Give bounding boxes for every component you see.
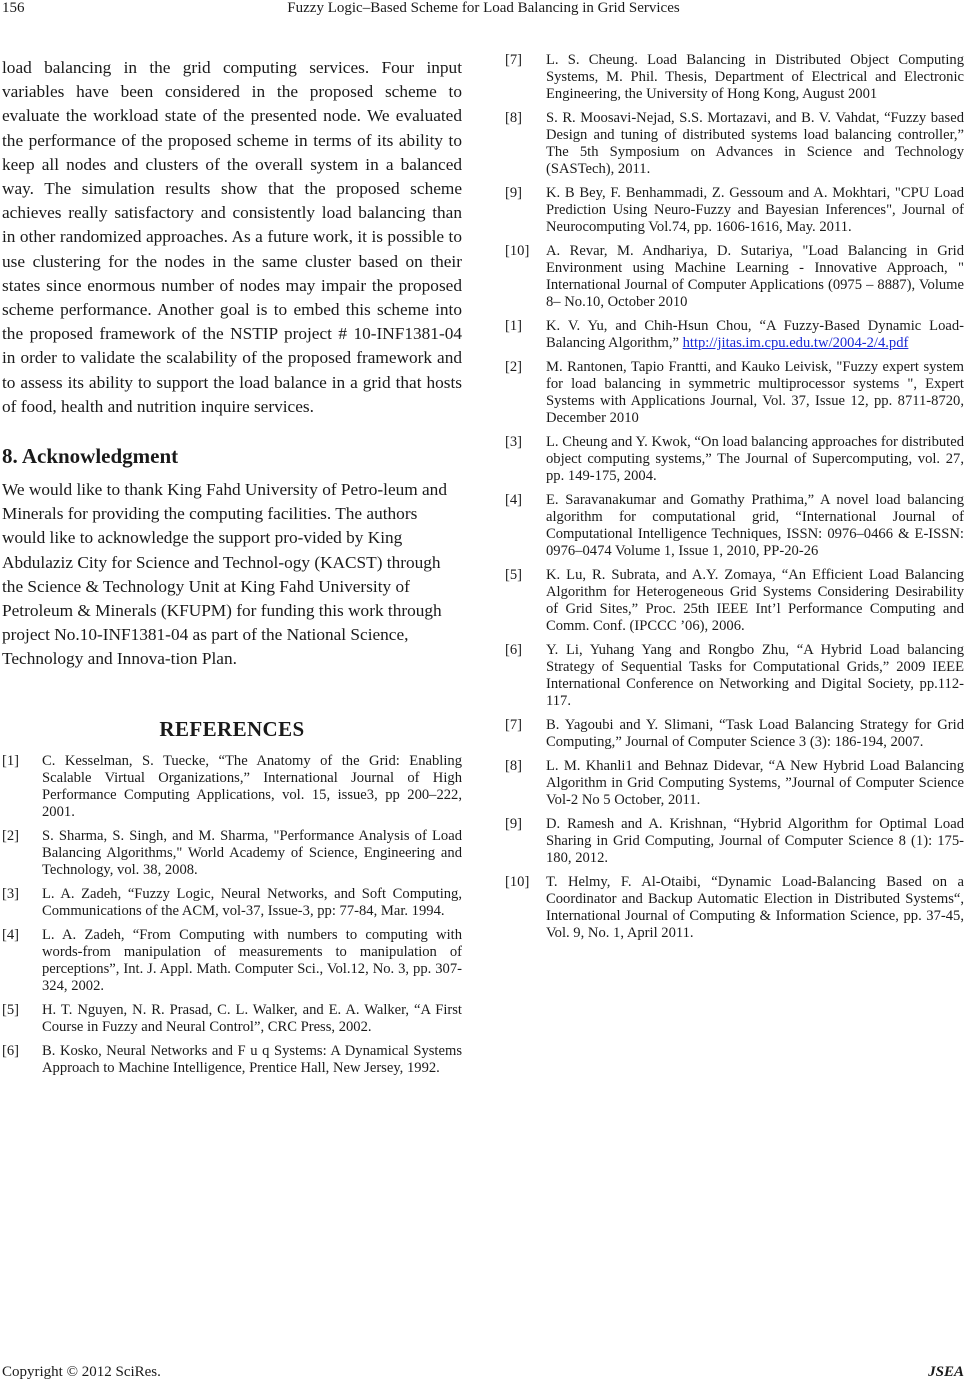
reference-item — [505, 717, 964, 751]
reference-text: D. Ramesh and A. Krishnan, “Hybrid Algorithm for Optimal Load Sharing in Grid Computing, Journal of Computer Science 8 (1): 175-180, 2012. — [546, 816, 964, 866]
reference-text: K. Lu, R. Subrata, and A.Y. Zomaya, “An Efficient Load Balancing Algorithm for Heterogeneous Grid Systems Considering Desirability of Grid Sites,” Proc. 25th IEEE Int’l Performance Computing and Comm. Conf. (IPCCC ’06), 2006. — [546, 567, 964, 634]
conclusion-paragraph: load balancing in the grid computing services. Four input variables have been considered in the proposed scheme to evaluate the workload state of the presented node. We evaluated the performance of the proposed scheme in terms of its ability to keep all nodes and clusters of the overall system in a balanced way. The simulation results show that the proposed scheme achieves really satisfactory and consistently load balancing than in other randomized approaches. As a future work, it is possible to use clustering for the nodes in the same cluster based on their states since enormous number of nodes may impair the proposed scheme performance. Another goal is to embed this scheme into the proposed framework of the NSTIP project # 10-INF1381-04 in order to validate the scalability of the proposed framework and to assess its ability to support the load balance in a grid that hosts of food, health and nutrition inquire services. — [2, 58, 462, 416]
reference-text: H. T. Nguyen, N. R. Prasad, C. L. Walker, and E. A. Walker, “A First Course in Fuzzy and Neural Control”, CRC Press, 2002. — [42, 1001, 462, 1035]
reference-item — [505, 434, 964, 485]
page-footer — [0, 1364, 967, 1384]
reference-list-right — [505, 52, 964, 942]
reference-number: [3] — [2, 885, 20, 902]
reference-number: [9] — [505, 816, 523, 832]
reference-text: M. Rantonen, Tapio Frantti, and Kauko Leivisk, "Fuzzy expert system for load balancing in symmetric multiprocessor systems ", Expert Systems with Applications Journal, Vol. 37, Issue 12, pp. 8711-8720, December 2010 — [546, 359, 964, 426]
page-number: 156 — [2, 0, 25, 16]
reference-number: [4] — [2, 926, 20, 943]
reference-number: [2] — [505, 359, 523, 375]
reference-text: A. Revar, M. Andhariya, D. Sutariya, "Load Balancing in Grid Environment using Machine Learning - Innovative Approach, " International Journal of Computer Applications (0975 – 8887), Volume 8– No.10, October 2010 — [546, 243, 964, 310]
reference-text: C. Kesselman, S. Tuecke, “The Anatomy of the Grid: Enabling Scalable Virtual Organizations,” International Journal of High Performance Computing Applications, vol. 15, issue3, pp 200–222, 2001. — [42, 752, 462, 820]
reference-text: L. A. Zadeh, “Fuzzy Logic, Neural Networks, and Soft Computing, Communications of the ACM, vol-37, Issue-3, pp: 77-84, Mar. 1994. — [42, 885, 462, 919]
reference-item — [2, 1043, 462, 1077]
reference-item — [2, 828, 462, 879]
reference-item — [2, 886, 462, 920]
reference-number: [4] — [505, 492, 523, 508]
reference-text: B. Yagoubi and Y. Slimani, “Task Load Balancing Strategy for Grid Computing,” Journal of Computer Science 3 (3): 186-194, 2007. — [546, 717, 964, 750]
reference-text: L. M. Khanli1 and Behnaz Didevar, “A New Hybrid Load Balancing Algorithm in Grid Computing Systems, ”Journal of Computer Science Vol-2 No 5 October, 2011. — [546, 758, 964, 808]
reference-item — [505, 243, 964, 311]
reference-number: [2] — [2, 827, 20, 844]
reference-number: [3] — [505, 434, 523, 450]
reference-item — [505, 318, 964, 352]
reference-item — [2, 753, 462, 821]
reference-number: [6] — [2, 1042, 20, 1059]
reference-text: T. Helmy, F. Al-Otaibi, “Dynamic Load-Balancing Based on a Coordinator and Backup Automatic Election in Distributed Systems“, International Journal of Computing & Information Science, pp. 37-45, Vol. 9, No. 1, April 2011. — [546, 874, 964, 941]
right-column — [505, 52, 964, 949]
running-title: Fuzzy Logic–Based Scheme for Load Balancing in Grid Services — [287, 0, 680, 16]
reference-text: B. Kosko, Neural Networks and F u q Systems: A Dynamical Systems Approach to Machine Intelligence, Prentice Hall, New Jersey, 1992. — [42, 1042, 462, 1076]
reference-text: L. Cheung and Y. Kwok, “On load balancing approaches for distributed object computing systems,” The Journal of Supercomputing, vol. 27, pp. 149-175, 2004. — [546, 434, 964, 484]
reference-text-body: K. V. Yu, and Chih-Hsun Chou, “A Fuzzy-Based Dynamic Load-Balancing Algorithm,” — [546, 318, 964, 351]
references-heading: REFERENCES — [159, 716, 305, 741]
reference-item — [505, 642, 964, 710]
reference-number: [5] — [2, 1001, 20, 1018]
copyright-notice: Copyright © 2012 SciRes. — [2, 1364, 161, 1380]
reference-item — [2, 1002, 462, 1036]
left-column — [2, 56, 462, 1084]
journal-abbreviation: JSEA — [928, 1364, 964, 1380]
reference-number: [10] — [505, 243, 530, 259]
reference-item — [2, 927, 462, 995]
reference-text: L. A. Zadeh, “From Computing with numbers to computing with words-from manipulation of measurements to manipulation of perceptions”, Int. J. Appl. Math. Computer Sci., Vol.12, No. 3, pp. 307-324, 2002. — [42, 926, 462, 994]
reference-number: [7] — [505, 52, 523, 68]
reference-list-left — [2, 753, 462, 1077]
reference-number: [8] — [505, 110, 523, 126]
reference-number: [6] — [505, 642, 523, 658]
reference-item — [505, 567, 964, 635]
reference-text — [546, 318, 964, 352]
acknowledgment-text: We would like to thank King Fahd University of Petro-leum and Minerals for providing the computing facilities. The authors would like to acknowledge the support pro-vided by King Abdulaziz City for Science and Technol-ogy (KACST) through the Science & Technology Unit at King Fahd University of Petroleum & Minerals (KFUPM) for funding this work through project No.10-INF1381-04 as part of the National Science, Technology and Innova-tion Plan. — [2, 480, 447, 669]
reference-text: K. B Bey, F. Benhammadi, Z. Gessoum and A. Mokhtari, "CPU Load Prediction Using Neuro-Fuzzy and Bayesian Inferences", Journal of Neurocomputing Vol.74, pp. 1606-1616, May. 2011. — [546, 185, 964, 235]
reference-text: E. Saravanakumar and Gomathy Prathima,” A novel load balancing algorithm for computational grid, “International Journal of Computational Intelligence Techniques, ISSN: 0976–0466 & E-ISSN: 0976–0474 Volume 1, Issue 1, 2010, PP-20-26 — [546, 492, 964, 559]
reference-item — [505, 816, 964, 867]
reference-item — [505, 874, 964, 942]
reference-item — [505, 359, 964, 427]
reference-number: [7] — [505, 717, 523, 733]
reference-text: L. S. Cheung. Load Balancing in Distributed Object Computing Systems, M. Phil. Thesis, Department of Electrical and Electronic Engineering, the University of Hong Kong, August 2001 — [546, 52, 964, 102]
reference-number: [1] — [505, 318, 523, 334]
reference-item — [505, 110, 964, 178]
acknowledgment-heading: 8. Acknowledgment — [2, 444, 179, 469]
reference-item — [505, 52, 964, 103]
reference-number: [8] — [505, 758, 523, 774]
reference-number: [1] — [2, 752, 20, 769]
reference-number: [10] — [505, 874, 530, 890]
reference-item — [505, 758, 964, 809]
reference-text: S. R. Moosavi-Nejad, S.S. Mortazavi, and B. V. Vahdat, “Fuzzy based Design and tuning of distributed systems load balancing controller,” The 5th Symposium on Advances in Science and Technology (SASTech), 2011. — [546, 110, 964, 177]
reference-text: S. Sharma, S. Singh, and M. Sharma, "Performance Analysis of Load Balancing Algorithms," World Academy of Science, Engineering and Technology, vol. 38, 2008. — [42, 827, 462, 878]
page-header — [0, 0, 967, 24]
reference-number: [5] — [505, 567, 523, 583]
reference-link[interactable]: http://jitas.im.cpu.edu.tw/2004-2/4.pdf — [682, 335, 909, 351]
reference-text: Y. Li, Yuhang Yang and Rongbo Zhu, “A Hybrid Load balancing Strategy of Sequential Tasks for Computational Grids,” 2009 IEEE International Conference on Networking and Digital Society, pp.112-117. — [546, 642, 964, 709]
reference-number: [9] — [505, 185, 523, 201]
reference-item — [505, 185, 964, 236]
reference-item — [505, 492, 964, 560]
